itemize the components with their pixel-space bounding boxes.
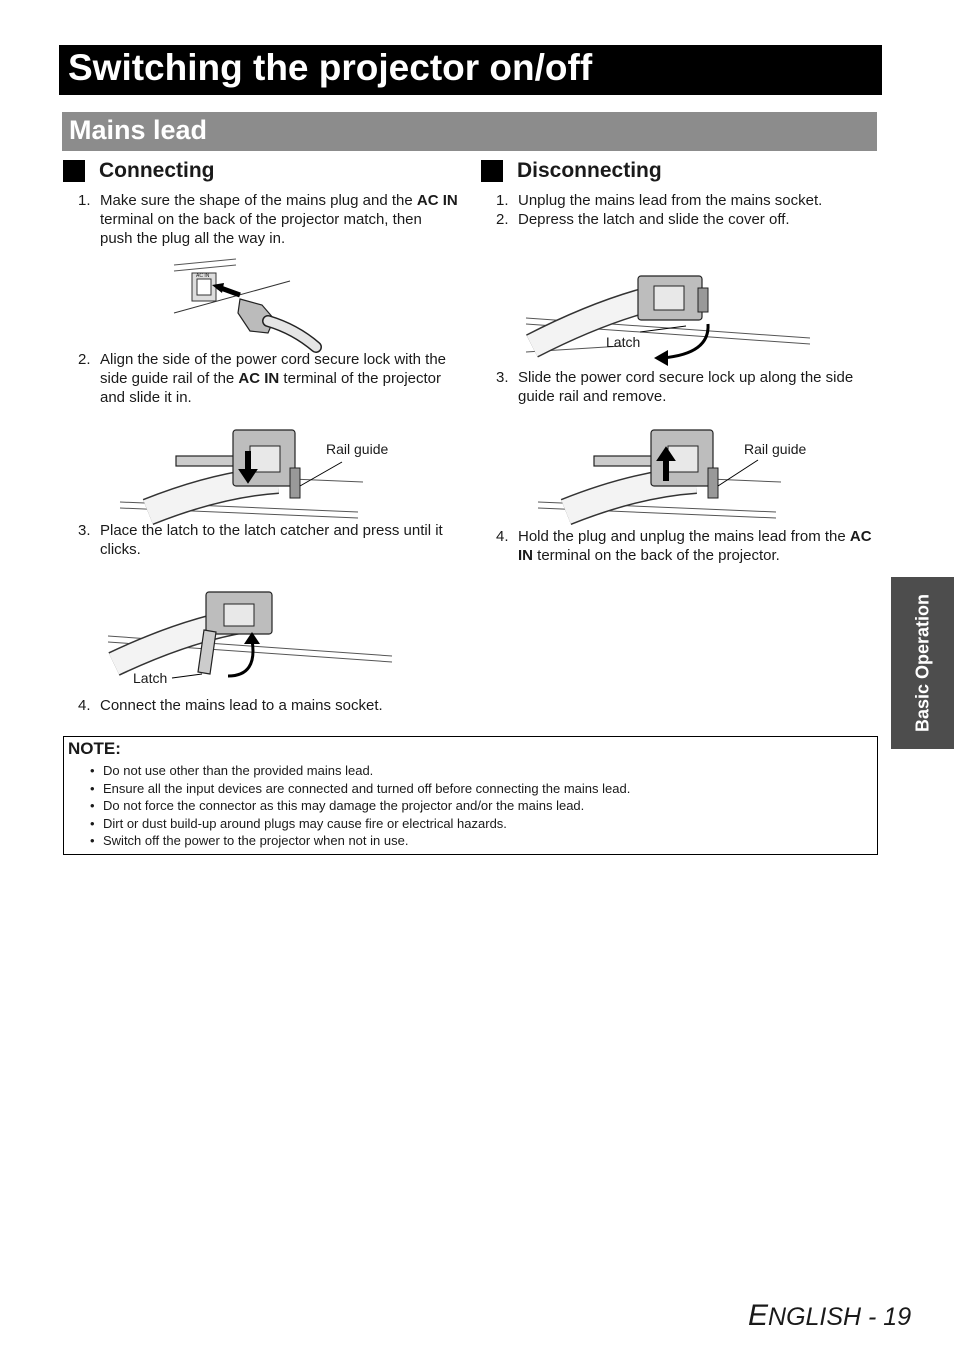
step-text: Make sure the shape of the mains plug and the <box>100 192 417 209</box>
note-item: • Dirt or dust build-up around plugs may cause fire or electrical hazards. <box>90 815 630 833</box>
step-number: 3. <box>78 522 91 539</box>
latch-press-figure <box>106 580 406 690</box>
note-item: • Do not use other than the provided mains lead. <box>90 762 630 780</box>
side-tab <box>891 577 954 749</box>
step-bold-term: AC IN <box>518 528 872 565</box>
footer-initial: E <box>748 1299 769 1332</box>
step-text: terminal on the back of the projector. <box>533 547 780 565</box>
step-text: terminal of the projector and slide it in. <box>100 370 442 407</box>
step-text: Hold the plug and unplug the mains lead from the <box>518 528 850 545</box>
disconnecting-step-2 <box>496 210 876 229</box>
step-number: 4. <box>496 528 509 545</box>
connecting-heading <box>63 159 215 183</box>
disconnecting-step-1 <box>496 191 876 210</box>
note-item: • Do not force the connector as this may damage the projector and/or the mains lead. <box>90 797 630 815</box>
footer-text: NGLISH - 19 <box>768 1303 912 1331</box>
step-number: 2. <box>78 351 91 368</box>
rail-guide-label: Rail guide <box>744 441 807 457</box>
step-number: 4. <box>78 697 91 714</box>
step-text: Place the latch to the latch catcher and press until it clicks. <box>100 522 443 559</box>
disconnecting-heading <box>481 159 662 183</box>
page-footer <box>748 1299 911 1333</box>
step-number: 3. <box>496 369 509 386</box>
step-bold-term: AC IN <box>416 192 458 209</box>
connecting-step-2 <box>78 350 458 408</box>
rail-guide-label: Rail guide <box>326 441 389 457</box>
rail-slide-out-figure <box>536 422 836 522</box>
step-number: 2. <box>496 211 509 228</box>
step-text: terminal on the back of the projector match, then push the plug all the way in. <box>100 211 422 248</box>
step-text: Unplug the mains lead from the mains socket. <box>518 192 823 209</box>
disconnecting-step-4 <box>496 527 876 565</box>
ac-in-panel-label: AC IN <box>196 273 210 279</box>
note-item: • Ensure all the input devices are connected and turned off before connecting the mains lead. <box>90 780 630 798</box>
step-text: Align the side of the power cord secure lock with the side guide rail of the <box>100 351 447 388</box>
depress-latch-figure <box>522 262 817 367</box>
plug-insertion-figure <box>170 255 330 350</box>
step-number: 1. <box>496 192 509 209</box>
latch-label: Latch <box>606 334 641 350</box>
square-bullet-icon <box>63 160 85 182</box>
connecting-step-3 <box>78 521 458 559</box>
step-bold-term: AC IN <box>238 370 280 388</box>
page-title: Switching the projector on/off <box>59 45 882 95</box>
square-bullet-icon <box>481 160 503 182</box>
note-title: NOTE: <box>68 739 121 758</box>
step-text: Depress the latch and slide the cover off. <box>518 211 790 228</box>
side-tab-label: Basic Operation <box>912 593 932 733</box>
step-number: 1. <box>78 192 91 209</box>
rail-slide-in-figure <box>118 422 418 522</box>
connecting-step-1 <box>78 191 458 249</box>
note-box <box>63 736 878 855</box>
section-title: Mains lead <box>62 112 877 151</box>
note-list <box>90 762 630 850</box>
step-text: Connect the mains lead to a mains socket. <box>100 697 383 714</box>
note-item: • Switch off the power to the projector when not in use. <box>90 832 630 850</box>
latch-label: Latch <box>133 670 168 686</box>
connecting-step-4 <box>78 696 458 715</box>
disconnecting-step-3 <box>496 368 876 406</box>
step-text: Slide the power cord secure lock up along the side guide rail and remove. <box>518 369 854 406</box>
connecting-heading-text: Connecting <box>99 159 215 182</box>
disconnecting-heading-text: Disconnecting <box>517 159 662 182</box>
